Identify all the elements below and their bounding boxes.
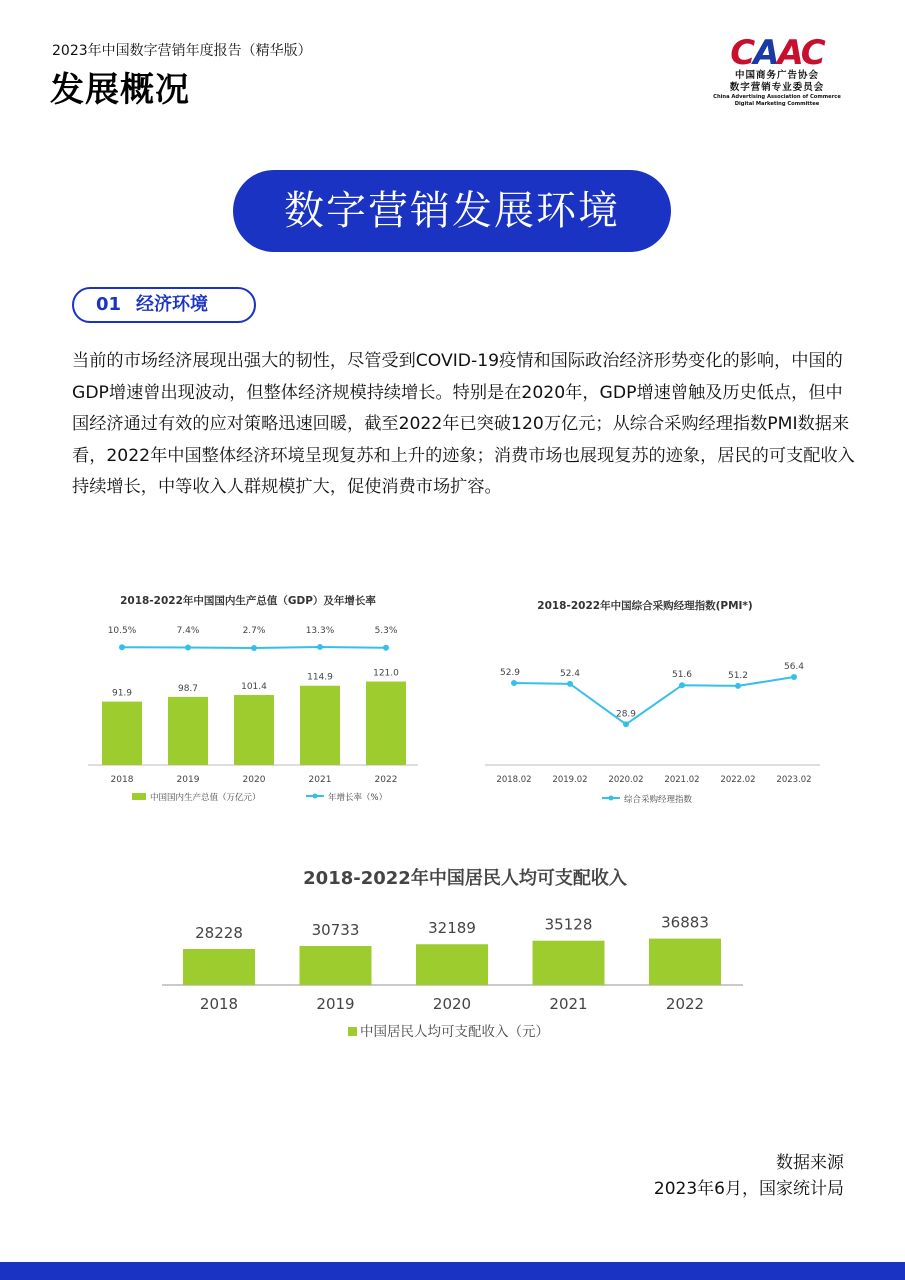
bar-label: 98.7 bbox=[177, 683, 199, 694]
bar-label: 36883 bbox=[661, 913, 709, 932]
x-tick-label: 2020.02 bbox=[608, 775, 644, 785]
line-point bbox=[791, 674, 797, 680]
line-label: 7.4% bbox=[176, 626, 200, 636]
caac-logo bbox=[712, 33, 842, 116]
bar bbox=[649, 939, 721, 985]
bar bbox=[533, 941, 605, 985]
line-point bbox=[185, 645, 191, 651]
data-label: 28.9 bbox=[615, 709, 637, 720]
logo-en-line1: China Advertising Association of Commerce bbox=[713, 94, 841, 100]
bar-label: 114.9 bbox=[307, 672, 333, 683]
legend-label: 综合采购经理指数 bbox=[624, 795, 693, 805]
section-label: 经济环境 bbox=[136, 294, 208, 315]
x-tick-label: 2018.02 bbox=[496, 775, 532, 785]
x-tick-label: 2020 bbox=[242, 775, 266, 785]
x-tick-label: 2021.02 bbox=[664, 775, 700, 785]
bar bbox=[168, 697, 208, 765]
bar-label: 121.0 bbox=[373, 668, 399, 679]
data-label: 51.6 bbox=[671, 670, 693, 681]
line-point bbox=[119, 644, 125, 650]
logo-cn-line1: 中国商务广告协会 bbox=[734, 70, 819, 81]
line-point bbox=[735, 683, 741, 689]
line-point bbox=[251, 645, 257, 651]
bar bbox=[102, 702, 142, 765]
legend-label-bar: 中国国内生产总值（万亿元） bbox=[150, 793, 261, 803]
line-point bbox=[383, 645, 389, 651]
bar bbox=[300, 686, 340, 765]
footer-bar bbox=[0, 1262, 905, 1280]
x-tick-label: 2022 bbox=[665, 995, 705, 1013]
bar-label: 101.4 bbox=[241, 682, 267, 693]
source-detail: 2023年6月，国家统计局 bbox=[653, 1179, 844, 1199]
source-label: 数据来源 bbox=[776, 1153, 844, 1173]
gdp-chart bbox=[88, 585, 433, 815]
bar-label: 91.9 bbox=[111, 688, 133, 699]
bar bbox=[234, 695, 274, 765]
chart-title: 2018-2022年中国居民人均可支配收入 bbox=[303, 868, 627, 889]
legend-swatch bbox=[348, 1027, 357, 1036]
x-tick-label: 2018 bbox=[110, 775, 134, 785]
bar-label: 30733 bbox=[311, 920, 360, 939]
data-label: 56.4 bbox=[783, 661, 805, 672]
section-number: 01 bbox=[96, 294, 122, 315]
body-paragraph: 当前的市场经济展现出强大的韧性，尽管受到COVID-19疫情和国际政治经济形势变化的影响，中国的GDP增速曾出现波动，但整体经济规模持续增长。特别是在2020年，GDP增速曾触及历史低点，但中国经济通过有效的应对策略迅速回暖，截至2022年已突破120万亿元；从综合采购经理指数PMI数据来看，2022年中国整体经济环境呈现复苏和上升的迹象；消费市场也展现复苏的迹象，居民的可支配收入持续增长，中等收入人群规模扩大，促使消费市场扩容。 bbox=[72, 351, 855, 497]
logo-cn-line2: 数字营销专业委员会 bbox=[729, 82, 825, 93]
logo-en-line2: Digital Marketing Committee bbox=[734, 100, 820, 107]
x-tick-label: 2020 bbox=[432, 995, 472, 1013]
legend-label: 中国居民人均可支配收入（元） bbox=[360, 1024, 549, 1040]
section-banner: 数字营销发展环境 bbox=[233, 170, 671, 252]
line-point bbox=[317, 644, 323, 650]
line-point bbox=[567, 681, 573, 687]
bar bbox=[183, 949, 255, 985]
x-tick-label: 2022 bbox=[374, 775, 398, 785]
line-label: 5.3% bbox=[374, 626, 398, 636]
line-point bbox=[511, 680, 517, 686]
logo-mark: CAAC bbox=[730, 33, 824, 73]
report-title: 2023年中国数字营销年度报告（精华版） bbox=[52, 43, 312, 59]
bar bbox=[366, 682, 406, 765]
legend-label-line: 年增长率（%） bbox=[328, 793, 388, 803]
page-title: 发展概况 bbox=[50, 70, 190, 110]
bar-label: 35128 bbox=[544, 915, 593, 934]
x-tick-label: 2019.02 bbox=[552, 775, 588, 785]
legend-swatch-point bbox=[313, 794, 318, 799]
chart-title: 2018-2022年中国综合采购经理指数(PMI*) bbox=[537, 600, 753, 612]
data-label: 52.4 bbox=[559, 668, 581, 679]
data-label: 51.2 bbox=[727, 670, 749, 681]
x-tick-label: 2022.02 bbox=[720, 775, 756, 785]
line-label: 10.5% bbox=[107, 626, 137, 636]
legend-swatch-bar bbox=[132, 793, 146, 800]
line-label: 2.7% bbox=[242, 626, 266, 636]
data-label: 52.9 bbox=[499, 668, 521, 678]
legend-swatch-point bbox=[609, 796, 614, 801]
income-chart bbox=[155, 855, 755, 1055]
chart-title: 2018-2022年中国国内生产总值（GDP）及年增长率 bbox=[120, 595, 376, 607]
line-point bbox=[679, 682, 685, 688]
line-point bbox=[623, 721, 629, 727]
pmi-line bbox=[514, 677, 794, 724]
x-tick-label: 2023.02 bbox=[776, 775, 812, 785]
x-tick-label: 2018 bbox=[199, 995, 239, 1013]
line-label: 13.3% bbox=[305, 626, 335, 636]
pmi-chart bbox=[480, 585, 840, 815]
x-tick-label: 2021 bbox=[308, 775, 332, 785]
x-tick-label: 2019 bbox=[176, 775, 200, 785]
bar bbox=[300, 946, 372, 985]
section-heading bbox=[72, 287, 256, 323]
x-tick-label: 2019 bbox=[316, 995, 355, 1013]
bar-label: 28228 bbox=[195, 924, 243, 942]
bar bbox=[416, 944, 488, 985]
bar-label: 32189 bbox=[428, 919, 476, 938]
x-tick-label: 2021 bbox=[549, 995, 588, 1013]
